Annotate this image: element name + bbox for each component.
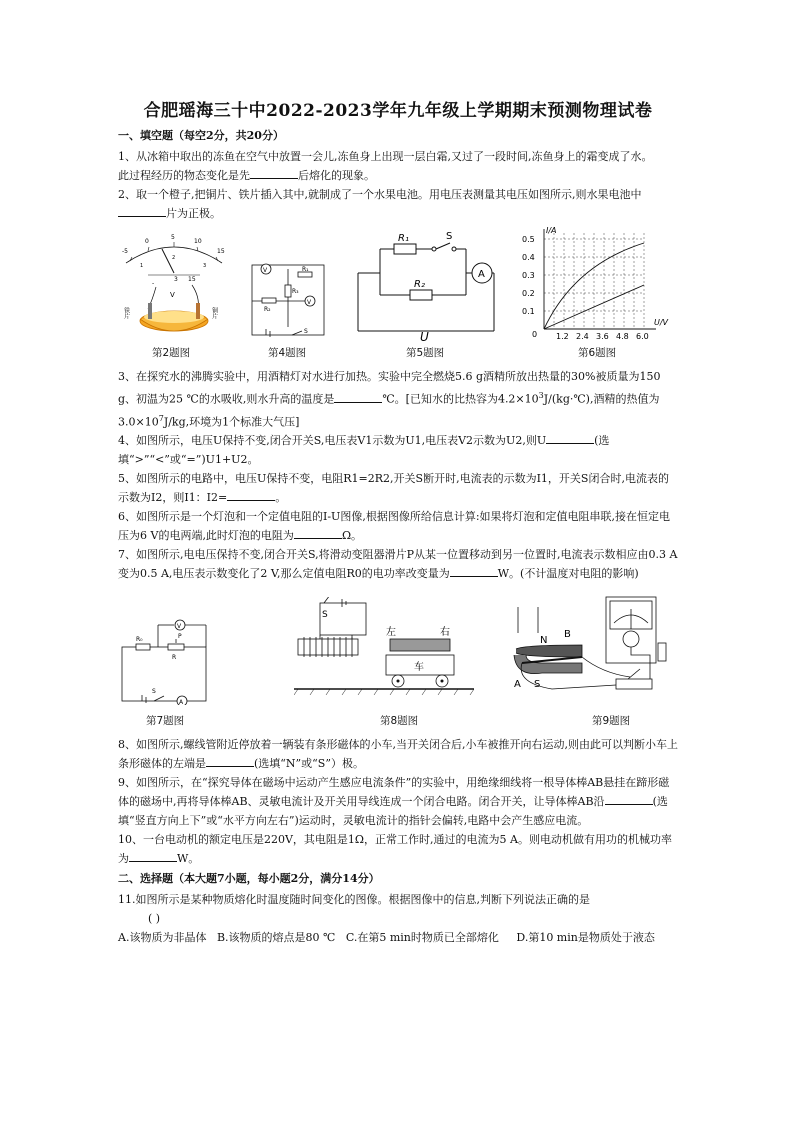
fig2-scale-m5: -5 — [122, 248, 128, 255]
section-1-heading: 一、填空题（每空2分，共20分） — [118, 129, 284, 142]
section-2-heading: 二、选择题（本大题7小题，每小题2分，满分14分） — [118, 872, 380, 886]
fig5-s: S — [446, 231, 453, 242]
q10-answer-blank[interactable] — [129, 849, 177, 862]
fig9-caption: 第9题图 — [592, 715, 631, 728]
question-10-continued — [118, 849, 678, 868]
q2-answer-blank[interactable] — [118, 204, 166, 217]
fig2-iron-label: 铁片 — [122, 307, 130, 319]
fig4-r2: R₂ — [264, 306, 271, 313]
fig2-scale-2: 2 — [172, 255, 176, 261]
question-8 — [118, 735, 678, 773]
question-11 — [118, 890, 678, 909]
fig7-caption: 第7题图 — [146, 715, 185, 728]
fig4-v1: V — [263, 267, 268, 274]
q3-text-f: J/kg,环境为1个标准大气压] — [163, 415, 300, 429]
q1-text-c: 后熔化的现象。 — [298, 169, 375, 182]
fig2-term-15: 15 — [188, 276, 196, 283]
page-title: 合肥瑶海三十中2022-2023学年九年级上学期期末预测物理试卷 — [143, 101, 653, 121]
fig2-scale-15: 15 — [217, 248, 225, 255]
fig7-r: R — [172, 654, 177, 662]
q11-text: 11.如图所示是某种物质熔化时温度随时间变化的图像。根据图像中的信息,判断下列说法正确的是 — [118, 893, 590, 907]
q11-answer-bracket[interactable]: ( ) — [148, 912, 161, 926]
q9-text-b: (选填“竖直方向上下”或“水平方向左右”)运动时，灵敏电流计的指针会偏转,电路中会产生感应电流。 — [118, 795, 668, 828]
q11-options — [118, 928, 678, 947]
fig9-a: A — [514, 679, 521, 691]
question-6 — [118, 507, 678, 545]
question-9 — [118, 773, 678, 830]
fig7-s: S — [152, 688, 156, 696]
fig4-v2: V — [307, 299, 312, 306]
question-10 — [118, 830, 678, 849]
fig9-n: N — [540, 635, 548, 647]
fig4-r1: R₁ — [302, 266, 309, 273]
q4-text-b: (选填“>”“<”或“=”)U1+U2。 — [118, 434, 610, 467]
fig2-scale-3: 3 — [203, 263, 207, 269]
q4-answer-blank[interactable] — [546, 431, 594, 444]
q10-text: 10、一台电动机的额定电压是220V，其电阻是1Ω，正常工作时,通过的电流为5 A。则电动机做有用功的机械功率 — [118, 833, 672, 847]
fig5-ammeter: A — [478, 269, 485, 280]
figure-row-2 — [118, 585, 678, 733]
q7-text: 7、如图所示,电电压保持不变,闭合开关S,将滑动变阻器滑片P从某一位置移动到另一位置时,电流表示数相应由0.3 A变为0.5 A,电压表示数变化了2 V,那么定值电阻R0的电功率改变量为 — [118, 548, 678, 581]
fig5-circuit — [350, 229, 500, 341]
fig9-induction — [512, 593, 670, 705]
fig4-r3: R₃ — [292, 288, 299, 295]
fig7-circuit — [118, 619, 212, 705]
fig6-xtick-1.2: 1.2 — [556, 332, 569, 341]
fig2-scale-10: 10 — [194, 238, 202, 245]
q1-text: 1、从冰箱中取出的冻鱼在空气中放置一会儿,冻鱼身上出现一层白霜,又过了一段时间,冻鱼身上的霜变成了水。 — [118, 150, 653, 163]
fig6-iu-graph — [518, 225, 678, 345]
question-2-continued — [118, 204, 678, 223]
q1-answer-blank[interactable] — [250, 166, 298, 179]
q9-answer-blank[interactable] — [605, 792, 653, 805]
q3-text-d: J/(kg·℃),酒精的热值为3.0×10 — [118, 392, 660, 429]
fig8-caption: 第8题图 — [380, 715, 419, 728]
fig6-caption: 第6题图 — [578, 347, 617, 359]
fig7-p: P — [178, 633, 182, 641]
figure-row-1 — [118, 225, 678, 365]
fig2-copper-label: 铜片 — [210, 307, 218, 319]
fig6-ytick-0.4: 0.4 — [522, 253, 535, 262]
q11-option-b[interactable]: B.该物质的熔点是80 ℃ — [216, 931, 336, 945]
fig2-term-3: 3 — [174, 276, 178, 283]
q7-text-b: W。(不计温度对电阻的影响) — [497, 567, 639, 581]
q8-text-b: (选填“N”或“S”）极。 — [254, 757, 364, 771]
q11-option-d[interactable]: D.第10 min是物质处于液态 — [516, 931, 655, 945]
q5-text-b: 。 — [275, 491, 287, 505]
q7-answer-blank[interactable] — [450, 564, 498, 577]
fig4-caption: 第4题图 — [268, 347, 307, 359]
fig7-a: A — [179, 699, 184, 706]
fig6-ytick-0.3: 0.3 — [522, 271, 535, 280]
q8-text: 8、如图所示,螺线管附近停放着一辆装有条形磁体的小车,当开关闭合后,小车被推开向右运动,则由此可以判断小车上条形磁体的左端是 — [118, 738, 678, 771]
question-11-bracket — [118, 909, 678, 928]
q6-text: 6、如图所示是一个灯泡和一个定值电阻的I-U图像,根据图像所给信息计算:如果将灯泡和定值电阻串联,接在恒定电压为6 V的电两端,此时灯泡的电阻为 — [118, 510, 671, 543]
q3-exp-7: 7 — [158, 413, 164, 423]
q3-text: 3、在探究水的沸腾实验中，用酒精灯对水进行加热。实验中完全燃烧5.6 g酒精所放出热量的30%被质量为150 g、初温为25 ℃的水吸收,则水升高的温度是 — [118, 370, 661, 406]
fig2-scale-0: 0 — [145, 238, 149, 245]
q4-text: 4、如图所示，电压U保持不变,闭合开关S,电压表V1示数为U1,电压表V2示数为U2,则U — [118, 434, 547, 448]
q10-text-c: W。 — [177, 852, 200, 866]
fig2-term-minus: - — [152, 280, 155, 287]
fig7-r0: R₀ — [136, 636, 143, 644]
q3-answer-blank[interactable] — [334, 390, 382, 403]
fig4-s: S — [304, 328, 308, 335]
fig8-car: 车 — [414, 662, 424, 674]
q6-answer-blank[interactable] — [294, 526, 342, 539]
q9-text: 9、如图所示，在“探究导体在磁场中运动产生感应电流条件”的实验中，用绝缘细线将一根导体棒AB悬挂在蹄形磁体的磁场中,再将导体棒AB、灵敏电流计及开关用导线连成一个闭合电路。闭合开关，让导体棒AB沿 — [118, 776, 670, 809]
q6-text-b: Ω。 — [341, 529, 363, 543]
question-3 — [118, 367, 678, 431]
fig6-xtick-2.4: 2.4 — [576, 332, 589, 341]
fig7-v: V — [177, 623, 182, 631]
question-5 — [118, 469, 678, 507]
exam-page — [118, 96, 678, 947]
fig8-s: S — [322, 610, 328, 621]
q5-text: 5、如图所示的电路中，电压U保持不变，电阻R1=2R2,开关S断开时,电流表的示数为I1，开关S闭合时,电流表的示数为I2，则I1：I2= — [118, 472, 669, 505]
fig2-scale-1: 1 — [140, 263, 144, 269]
fig2-scale-5: 5 — [171, 234, 175, 241]
fig6-ytick-0.1: 0.1 — [522, 307, 535, 316]
fig9-b: B — [564, 629, 571, 641]
fig8-left: 左 — [386, 627, 396, 639]
fig6-xtick-4.8: 4.8 — [616, 332, 629, 341]
q1-text-b: 此过程经历的物态变化是先 — [118, 169, 250, 182]
fig2-caption: 第2题图 — [152, 347, 191, 359]
fig2-meter-v: V — [170, 291, 175, 299]
question-4 — [118, 431, 678, 469]
fig9-s: S — [534, 679, 541, 691]
q11-option-a[interactable]: A.该物质为非晶体 — [118, 931, 207, 945]
fig5-r1: R₁ — [398, 233, 409, 244]
q2-text: 2、取一个橙子,把铜片、铁片插入其中,就制成了一个水果电池。用电压表测量其电压如图所示,则水果电池中 — [118, 188, 642, 201]
fig2-fruit-battery — [118, 231, 230, 341]
fig8-right: 右 — [440, 627, 450, 639]
fig6-xtick-3.6: 3.6 — [596, 332, 609, 341]
fig6-xlabel: U/V — [654, 318, 669, 327]
q2-text-b: 片为正极。 — [166, 207, 221, 220]
fig6-xtick-6.0: 6.0 — [636, 332, 649, 341]
fig8-solenoid-car — [294, 597, 474, 709]
fig6-ytick-0.2: 0.2 — [522, 289, 535, 298]
q3-text-b: ℃。[已知水的比热容为4.2×10 — [382, 392, 539, 406]
fig4-circuit — [248, 261, 330, 341]
fig6-ylabel: I/A — [546, 226, 557, 235]
fig5-r2: R₂ — [414, 279, 425, 290]
question-1-continued — [118, 166, 678, 185]
question-2 — [118, 185, 678, 204]
fig6-origin: 0 — [532, 330, 538, 339]
q10-text-b: 为 — [118, 852, 129, 866]
q5-answer-blank[interactable] — [227, 488, 275, 501]
fig5-u: U — [420, 330, 429, 341]
fig5-caption: 第5题图 — [406, 347, 445, 359]
q11-option-c[interactable]: C.在第5 min时物质已全部熔化 — [345, 931, 499, 945]
q8-answer-blank[interactable] — [206, 754, 254, 767]
q3-exp-3: 3 — [538, 391, 544, 400]
fig6-ytick-0.5: 0.5 — [522, 235, 535, 244]
question-7 — [118, 545, 678, 583]
question-1 — [118, 147, 678, 166]
